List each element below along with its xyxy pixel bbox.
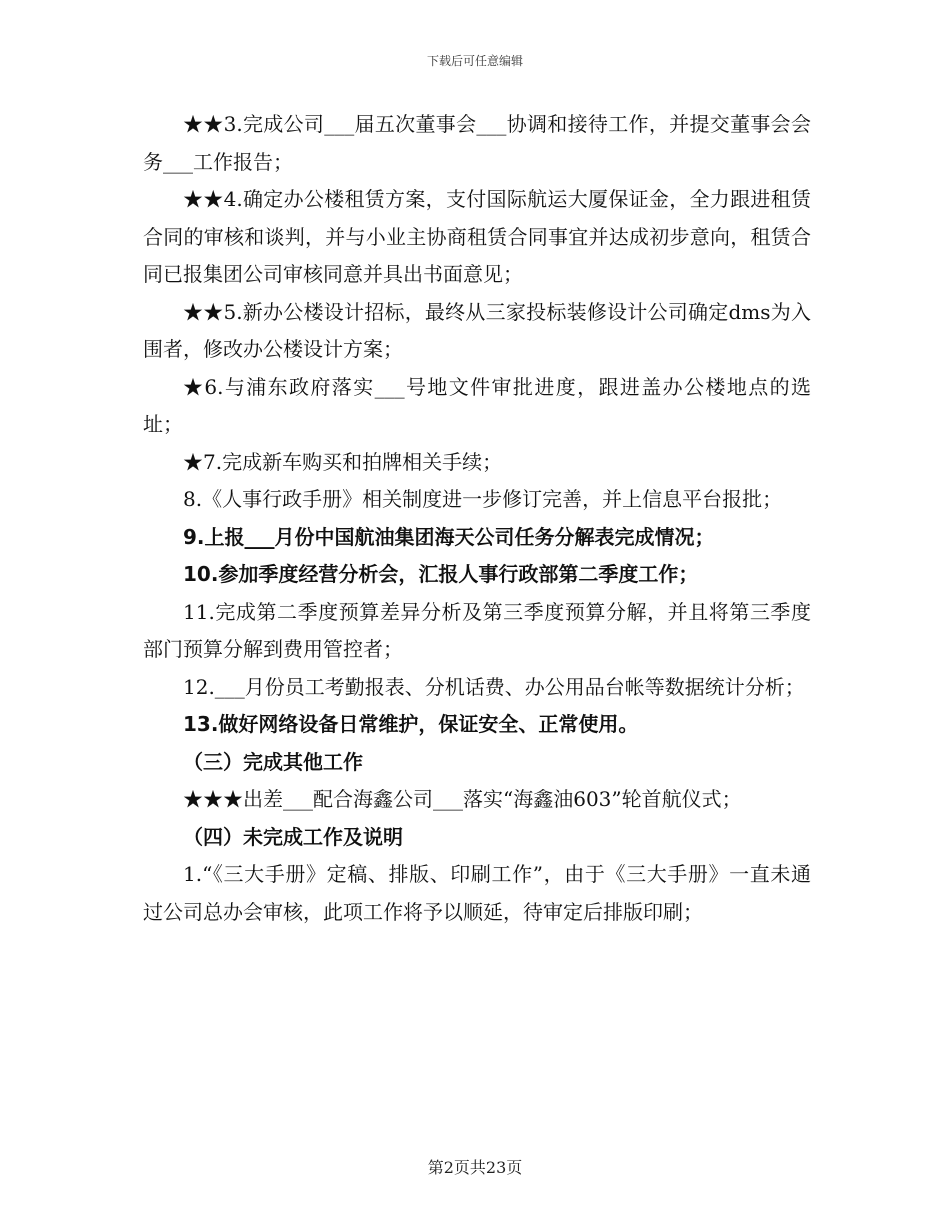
paragraph-item-12: 12.___月份员工考勤报表、分机话费、办公用品台帐等数据统计分析；: [183, 674, 805, 699]
paragraph-item-6: ★6.与浦东政府落实___号地文件审批进度，跟进盖办公楼地点的选址；: [143, 374, 811, 436]
paragraph-item-9: 9.上报___月份中国航油集团海天公司任务分解表完成情况；: [183, 524, 715, 549]
paragraph-item-11: 11.完成第二季度预算差异分析及第三季度预算分解，并且将第三季度部门预算分解到费用管控者；: [143, 599, 811, 661]
paragraph-item-4: ★★4.确定办公楼租赁方案，支付国际航运大厦保证金，全力跟进租赁合同的审核和谈判，并与小业主协商租赁合同事宜并达成初步意向，租赁合同已报集团公司审核同意并具出书面意见；: [143, 187, 811, 286]
paragraph-item-3: ★★3.完成公司___届五次董事会___协调和接待工作，并提交董事会会务___工作报告；: [143, 112, 811, 174]
paragraph-item-8: 8.《人事行政手册》相关制度进一步修订完善，并上信息平台报批；: [183, 487, 783, 511]
document-body: [143, 106, 811, 931]
paragraph-item-5: ★★5.新办公楼设计招标，最终从三家投标装修设计公司确定dms为入围者，修改办公楼设计方案；: [143, 299, 811, 361]
page-number: 第2页共23页: [427, 1158, 523, 1177]
paragraph-unfinished-item-1: 1.“《三大手册》定稿、排版、印刷工作”，由于《三大手册》一直未通过公司总办会审核，此项工作将予以顺延，待审定后排版印刷；: [143, 862, 811, 924]
paragraph-business-trip: ★★★出差___配合海鑫公司___落实“海鑫油603”轮首航仪式；: [183, 787, 742, 811]
paragraph-item-7: ★7.完成新车购买和拍牌相关手续；: [183, 449, 503, 474]
paragraph-item-10: 10.参加季度经营分析会，汇报人事行政部第二季度工作；: [183, 562, 699, 586]
paragraph-item-13: 13.做好网络设备日常维护，保证安全、正常使用。: [183, 712, 639, 736]
section-heading-other-work: （三）完成其他工作: [183, 749, 363, 774]
section-heading-unfinished-work: （四）未完成工作及说明: [183, 824, 403, 849]
page-header: 下载后可任意编辑: [426, 54, 523, 68]
